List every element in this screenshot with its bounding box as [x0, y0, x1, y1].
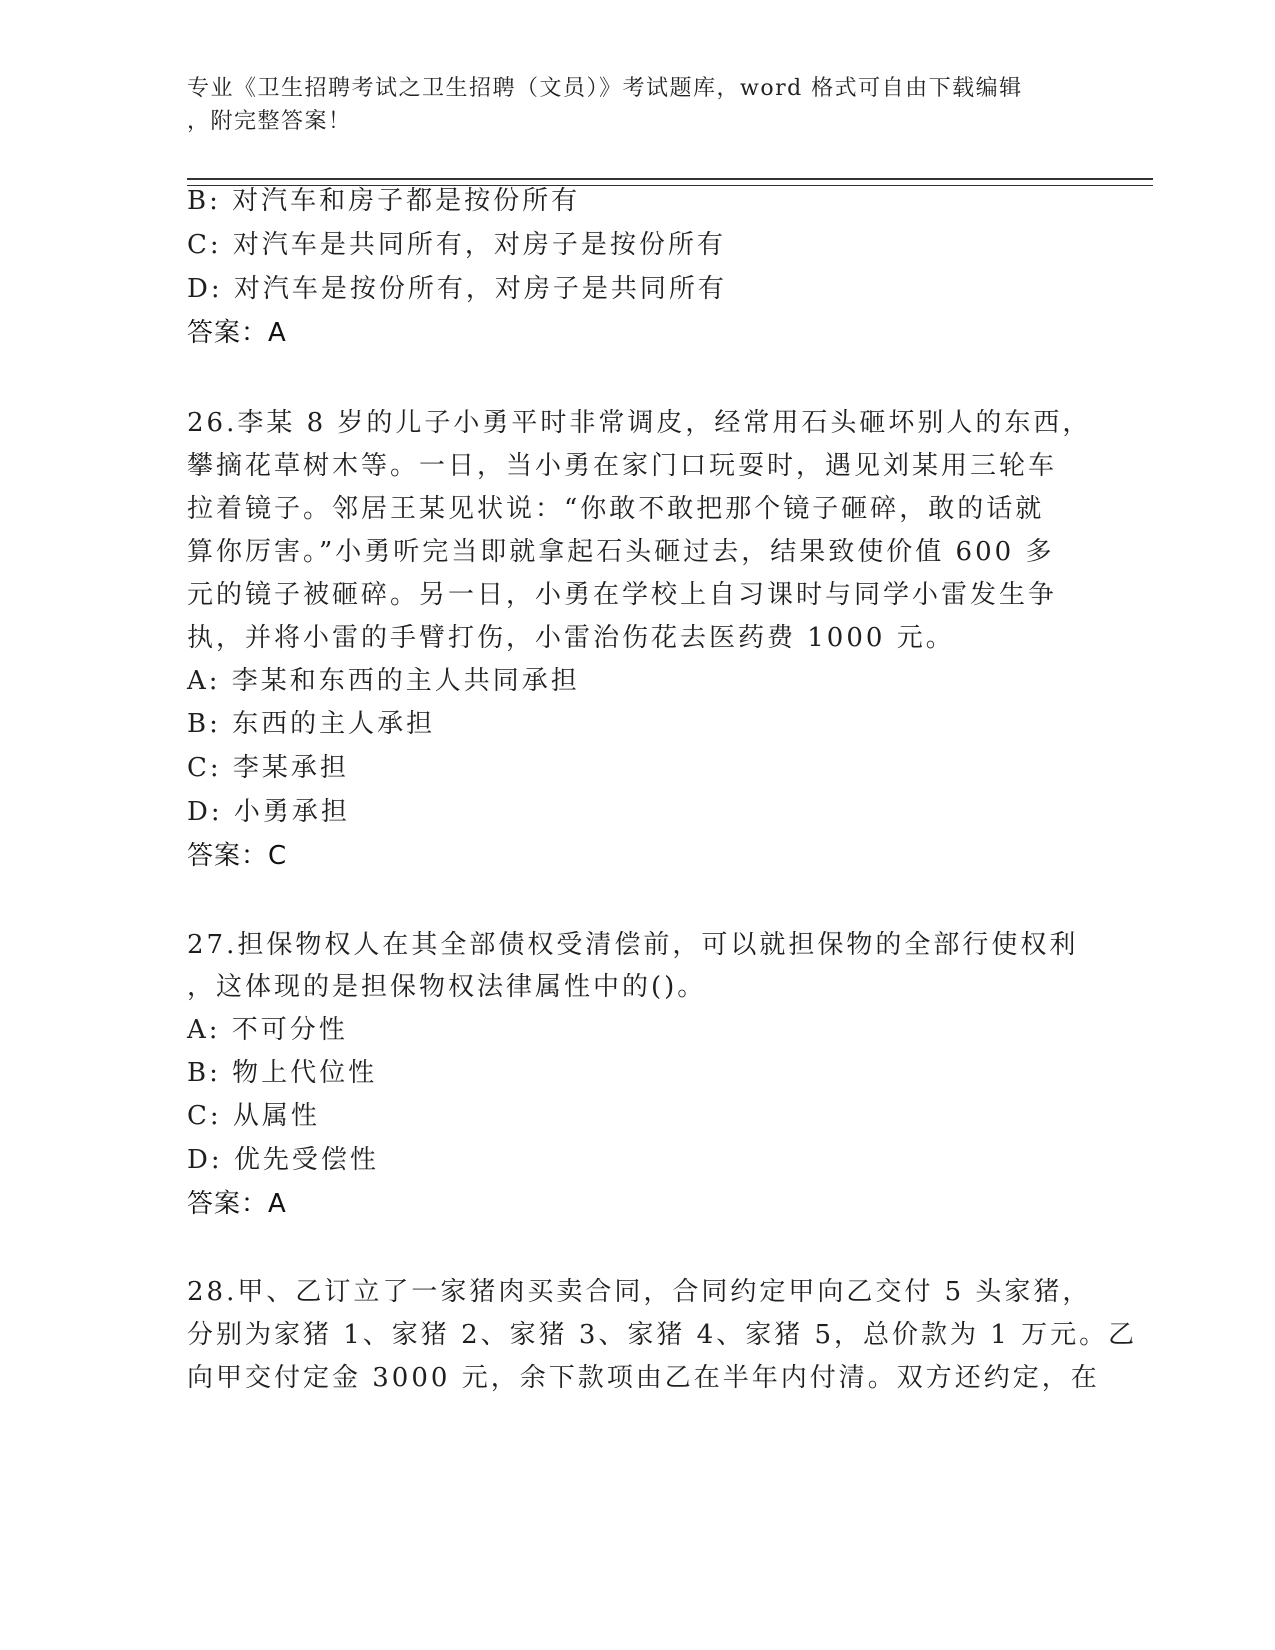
- q27-option-a: A: 不可分性: [187, 1015, 348, 1045]
- q26-stem-line-6: 执，并将小雷的手臂打伤，小雷治伤花去医药费 1000 元。: [187, 623, 955, 653]
- page-header: [187, 72, 1087, 138]
- q28-stem-line-2: 分别为家猪 1、家猪 2、家猪 3、家猪 4、家猪 5，总价款为 1 万元。乙: [187, 1320, 1138, 1350]
- q25-option-b: B: 对汽车和房子都是按份所有: [187, 186, 581, 216]
- q26-stem-line-4: 算你厉害。”小勇听完当即就拿起石头砸过去，结果致使价值 600 多: [187, 537, 1055, 567]
- q26-stem-line-2: 攀摘花草树木等。一日，当小勇在家门口玩耍时，遇见刘某用三轮车: [187, 451, 1058, 481]
- q26-option-c: C: 李某承担: [187, 753, 349, 783]
- header-title-line-2: ，附完整答案！: [187, 109, 352, 134]
- q25-answer: 答案：A: [187, 318, 287, 348]
- header-title-line-1: 专业《卫生招聘考试之卫生招聘（文员）》考试题库，word 格式可自由下载编辑: [187, 76, 1023, 101]
- q25-option-c: C: 对汽车是共同所有，对房子是按份所有: [187, 230, 726, 260]
- q27-answer: 答案：A: [187, 1189, 287, 1219]
- q26-option-b: B: 东西的主人承担: [187, 709, 436, 739]
- q28-stem-line-1: 28.甲、乙订立了一家猪肉买卖合同，合同约定甲向乙交付 5 头家猪，: [187, 1277, 1092, 1307]
- q28-stem-line-3: 向甲交付定金 3000 元，余下款项由乙在半年内付清。双方还约定，在: [187, 1363, 1100, 1393]
- q26-answer: 答案：C: [187, 841, 288, 871]
- q27-option-d: D: 优先受偿性: [187, 1145, 379, 1175]
- q27-option-c: C: 从属性: [187, 1101, 320, 1131]
- q26-stem-line-3: 拉着镜子。邻居王某见状说：“你敢不敢把那个镜子砸碎，敢的话就: [187, 494, 1045, 524]
- q26-stem-line-1: 26.李某 8 岁的儿子小勇平时非常调皮，经常用石头砸坏别人的东西，: [187, 408, 1092, 438]
- q26-option-d: D: 小勇承担: [187, 797, 350, 827]
- q27-option-b: B: 物上代位性: [187, 1058, 378, 1088]
- q26-stem-line-5: 元的镜子被砸碎。另一日，小勇在学校上自习课时与同学小雷发生争: [187, 580, 1058, 610]
- q27-stem-line-1: 27.担保物权人在其全部债权受清偿前，可以就担保物的全部行使权利: [187, 930, 1079, 960]
- q25-option-d: D: 对汽车是按份所有，对房子是共同所有: [187, 274, 727, 304]
- q26-option-a: A: 李某和东西的主人共同承担: [187, 666, 580, 696]
- q27-stem-line-2: ，这体现的是担保物权法律属性中的()。: [187, 972, 707, 1002]
